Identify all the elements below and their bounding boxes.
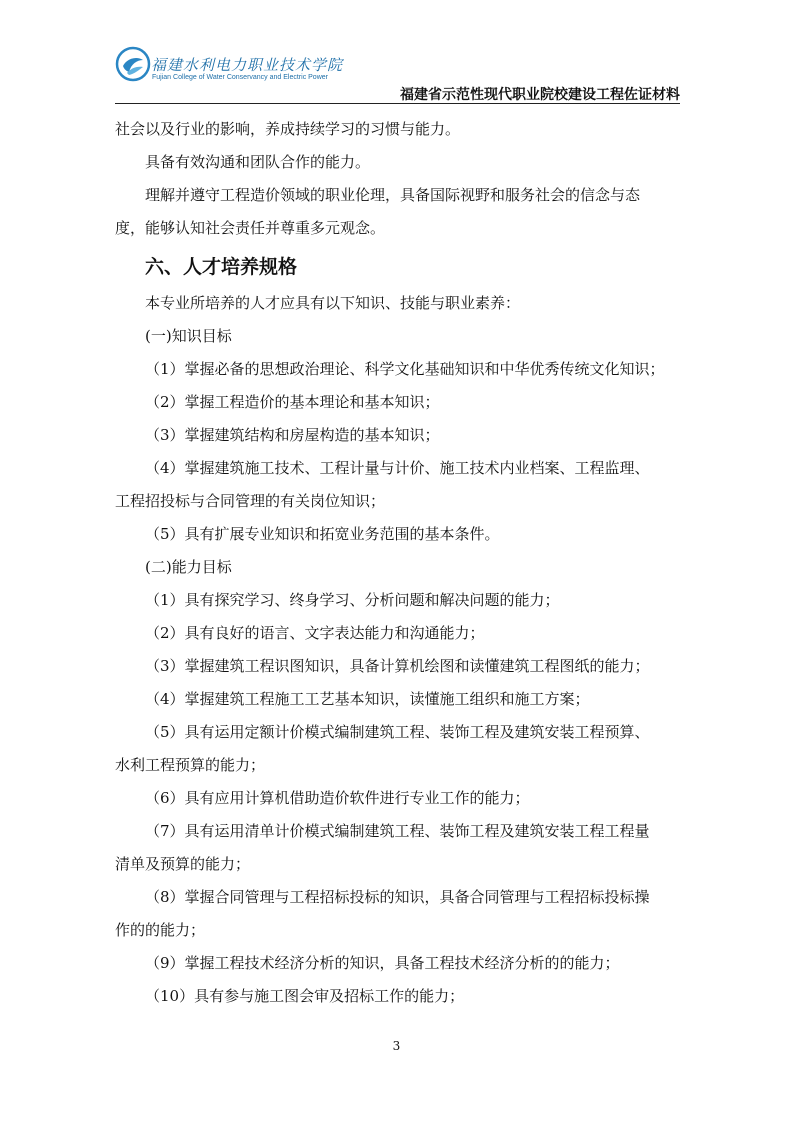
knowledge-item-continued: 工程招投标与合同管理的有关岗位知识； [115, 492, 386, 510]
college-logo [115, 46, 415, 94]
ability-item: （3）掌握建筑工程识图知识，具备计算机绘图和读懂建筑工程图纸的能力； [145, 657, 650, 675]
paragraph-line: 社会以及行业的影响，养成持续学习的习惯与能力。 [115, 120, 461, 138]
knowledge-item: （5）具有扩展专业知识和拓宽业务范围的基本条件。 [145, 525, 500, 543]
logo-english-name: Fujian College of Water Conservancy and Electric Power [152, 74, 328, 81]
knowledge-item: （4）掌握建筑施工技术、工程计量与计价、施工技术内业档案、工程监理、 [145, 459, 650, 477]
ability-item-continued: 作的的能力； [115, 921, 206, 939]
ability-item: （4）掌握建筑工程施工工艺基本知识，读懂施工组织和施工方案； [145, 690, 590, 708]
ability-item: （7）具有运用清单计价模式编制建筑工程、装饰工程及建筑安装工程工程量 [145, 822, 650, 840]
knowledge-item: （2）掌握工程造价的基本理论和基本知识； [145, 393, 440, 411]
header-divider [115, 103, 680, 104]
ability-item-continued: 水利工程预算的能力； [115, 756, 266, 774]
college-emblem-icon [115, 46, 151, 82]
document-body [115, 113, 685, 1013]
ability-goals-heading: (二)能力目标 [145, 558, 232, 576]
page-header [115, 40, 680, 104]
ability-item: （8）掌握合同管理与工程招标投标的知识，具备合同管理与工程招标投标操 [145, 888, 650, 906]
logo-chinese-name: 福建水利电力职业技术学院 [151, 56, 344, 74]
ability-item: （1）具有探究学习、终身学习、分析问题和解决问题的能力； [145, 591, 560, 609]
paragraph-line: 理解并遵守工程造价领域的职业伦理，具备国际视野和服务社会的信念与态 [145, 186, 641, 204]
ability-item: （2）具有良好的语言、文字表达能力和沟通能力； [145, 624, 485, 642]
knowledge-goals-heading: (一)知识目标 [145, 327, 232, 345]
paragraph-line: 具备有效沟通和团队合作的能力。 [145, 153, 371, 171]
ability-item: （6）具有应用计算机借助造价软件进行专业工作的能力； [145, 789, 530, 807]
ability-item-continued: 清单及预算的能力； [115, 855, 251, 873]
header-title: 福建省示范性现代职业院校建设工程佐证材料 [400, 87, 680, 103]
knowledge-item: （1）掌握必备的思想政治理论、科学文化基础知识和中华优秀传统文化知识； [145, 360, 665, 378]
ability-item: （5）具有运用定额计价模式编制建筑工程、装饰工程及建筑安装工程预算、 [145, 723, 650, 741]
section-heading: 六、人才培养规格 [145, 256, 298, 278]
ability-item: （9）掌握工程技术经济分析的知识，具备工程技术经济分析的的能力； [145, 954, 620, 972]
page-number: 3 [392, 1039, 401, 1053]
ability-item: （10）具有参与施工图会审及招标工作的能力； [145, 987, 465, 1005]
section-intro: 本专业所培养的人才应具有以下知识、技能与职业素养： [145, 294, 521, 312]
knowledge-item: （3）掌握建筑结构和房屋构造的基本知识； [145, 426, 440, 444]
paragraph-line: 度，能够认知社会责任并尊重多元观念。 [115, 219, 386, 237]
